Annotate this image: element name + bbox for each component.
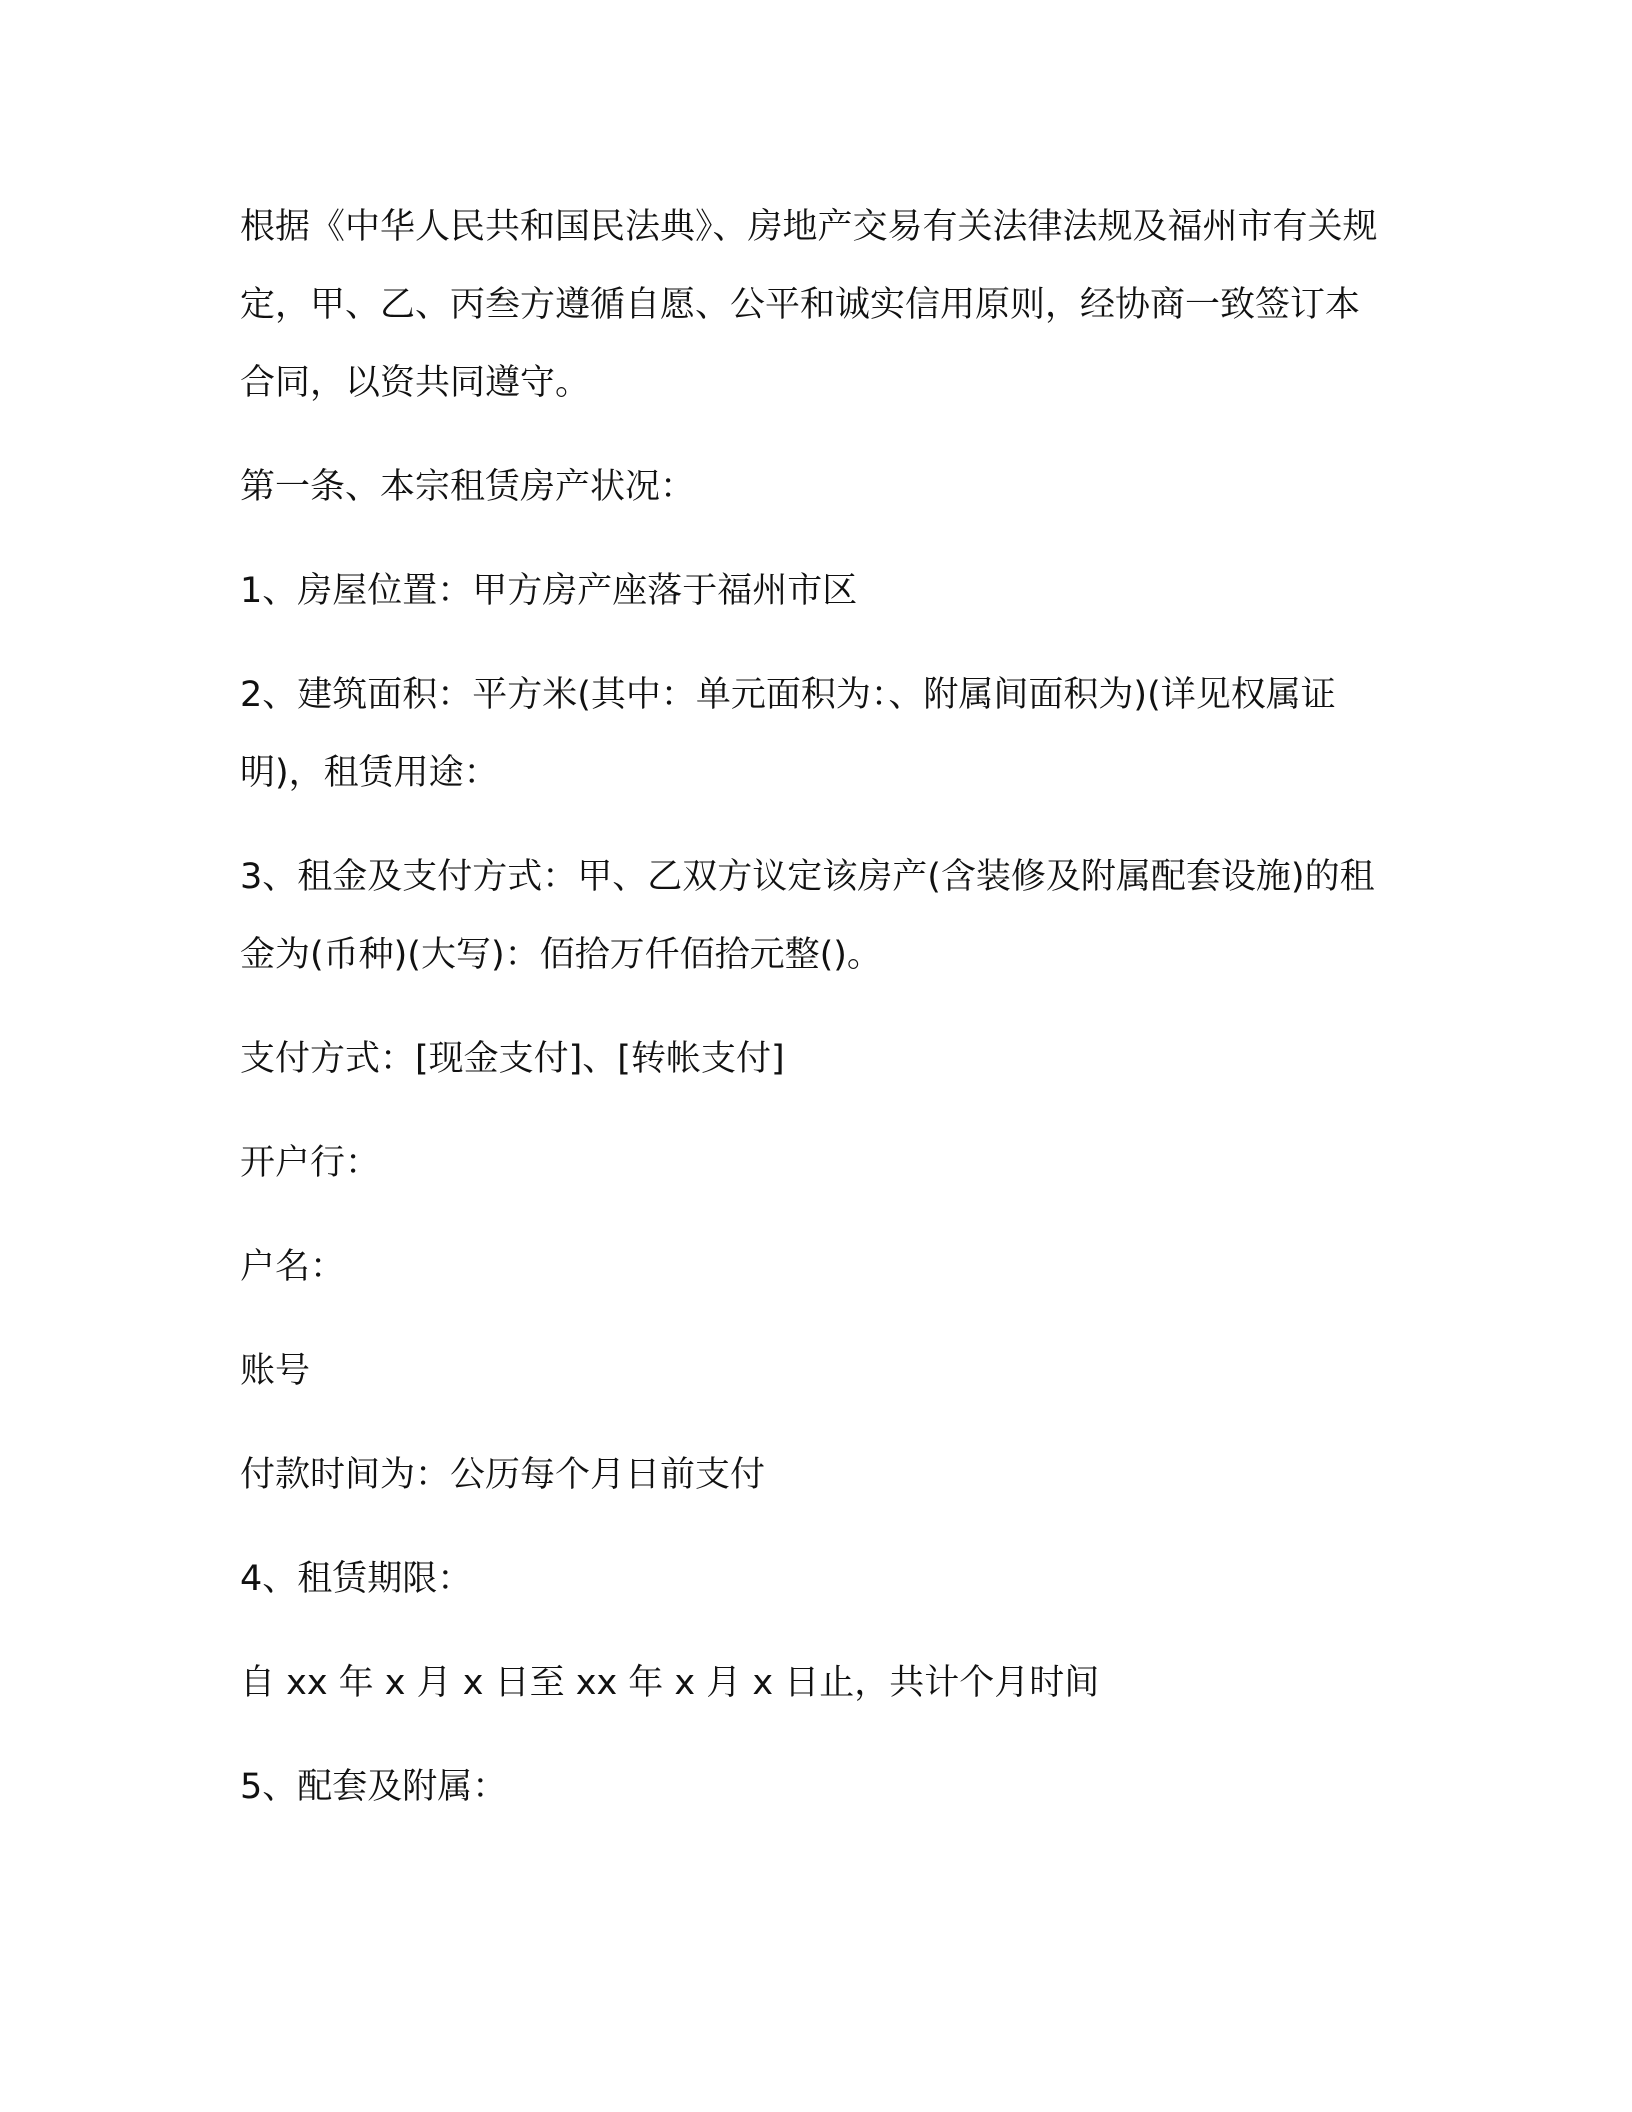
bank-name-field: 开户行： (240, 1143, 381, 1183)
clause-facilities: 5、配套及附属： (240, 1767, 508, 1807)
document-body (240, 188, 1390, 1852)
preamble-paragraph: 根据《中华人民共和国民法典》、房地产交易有关法律法规及福州市有关规定，甲、乙、丙叁方遵循自愿、公平和诚实信用原则，经协商一致签订本合同，以资共同遵守。 (240, 207, 1378, 403)
clause-lease-term: 4、租赁期限： (240, 1559, 473, 1599)
clause-rent-payment: 3、租金及支付方式：甲、乙双方议定该房产(含装修及附属配套设施)的租金为(币种)(大写)：佰拾万仟佰拾元整()。 (240, 857, 1375, 975)
payment-time: 付款时间为：公历每个月日前支付 (240, 1455, 766, 1495)
payment-method: 支付方式：[现金支付]、[转帐支付] (240, 1039, 785, 1079)
article-1-heading: 第一条、本宗租赁房产状况： (240, 467, 696, 507)
lease-term-dates: 自 xx 年 x 月 x 日至 xx 年 x 月 x 日止，共计个月时间 (240, 1663, 1100, 1703)
account-name-field: 户名： (240, 1247, 346, 1287)
clause-building-area: 2、建筑面积：平方米(其中：单元面积为：、附属间面积为)(详见权属证明)，租赁用途： (240, 675, 1336, 793)
account-number-field: 账号 (240, 1351, 311, 1391)
clause-house-location: 1、房屋位置：甲方房产座落于福州市区 (240, 571, 858, 611)
